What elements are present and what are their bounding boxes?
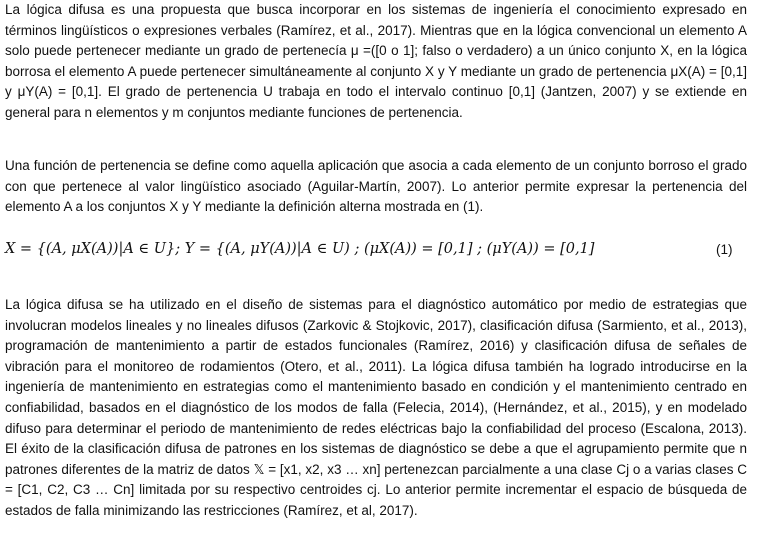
equation-1: X = {(A, μX(A))|A ∈ U}; Y = {(A, μY(A))|A ∈ U) ; (μX(A)) = [0,1] ; (μY(A)) = [0,1]: [5, 241, 595, 257]
paragraph-fuzzy-applications: La lógica difusa se ha utilizado en el diseño de sistemas para el diagnóstico automático por medio de estrategias que involucran modelos lineales y no lineales difusos (Zarkovic & Stojkovic, 2017), clasificación difusa (Sarmiento, et al., 2013), programación de mantenimiento a partir de estados funcionales (Ramírez, 2016) y clasificación difusa de señales de vibración para el monitoreo de rodamientos (Otero, et al., 2011). La lógica difusa también ha logrado introducirse en la ingeniería de mantenimiento en estrategias como el mantenimiento basado en condición y el mantenimiento centrado en confiabilidad, basados en el diagnóstico de los modos de falla (Felecia, 2014), (Hernández, et al., 2015), y en modelado difuso para determinar el periodo de mantenimiento de redes eléctricas bajo la confiabilidad del proceso (Escalona, 2013). El éxito de la clasificación difusa de patrones en los sistemas de diagnóstico se debe a que el agrupamiento permite que n patrones diferentes de la matriz de datos 𝕏 = [x1, x2, x3 … xn] pertenezcan parcialmente a una clase Cj o a varias clases C = [C1, C2, C3 … Cn] limitada por su respectivo centroides cj. Lo anterior permite incrementar el espacio de búsqueda de estados de falla minimizando las restricciones (Ramírez, et al, 2017).: [5, 297, 747, 518]
paragraph-membership-function: Una función de pertenencia se define como aquella aplicación que asocia a cada elemento de un conjunto borroso el grado con que pertenece al valor lingüístico asociado (Aguilar-Martín, 2007). Lo anterior permite expresar la pertenencia del elemento A a los conjuntos X y Y mediante la definición alterna mostrada en (1).: [5, 158, 747, 215]
paragraph-fuzzy-logic-intro: La lógica difusa es una propuesta que busca incorporar en los sistemas de ingeniería el conocimiento expresado en términos lingüísticos o expresiones verbales (Ramírez, et al., 2017). Mientras que en la lógica convencional un elemento A solo puede pertenecer mediante un grado de pertenecía μ =([0 o 1]; falso o verdadero) a un único conjunto X, en la lógica borrosa el elemento A puede pertenecer simultáneamente al conjunto X y Y mediante un grado de pertenencia μX(A) = [0,1] y μY(A) = [0,1]. El grado de pertenencia U trabaja en todo el intervalo continuo [0,1] (Jantzen, 2007) y se extiende en general para n elementos y m conjuntos mediante funciones de pertenencia.: [5, 2, 747, 120]
equation-number: (1): [716, 242, 733, 257]
